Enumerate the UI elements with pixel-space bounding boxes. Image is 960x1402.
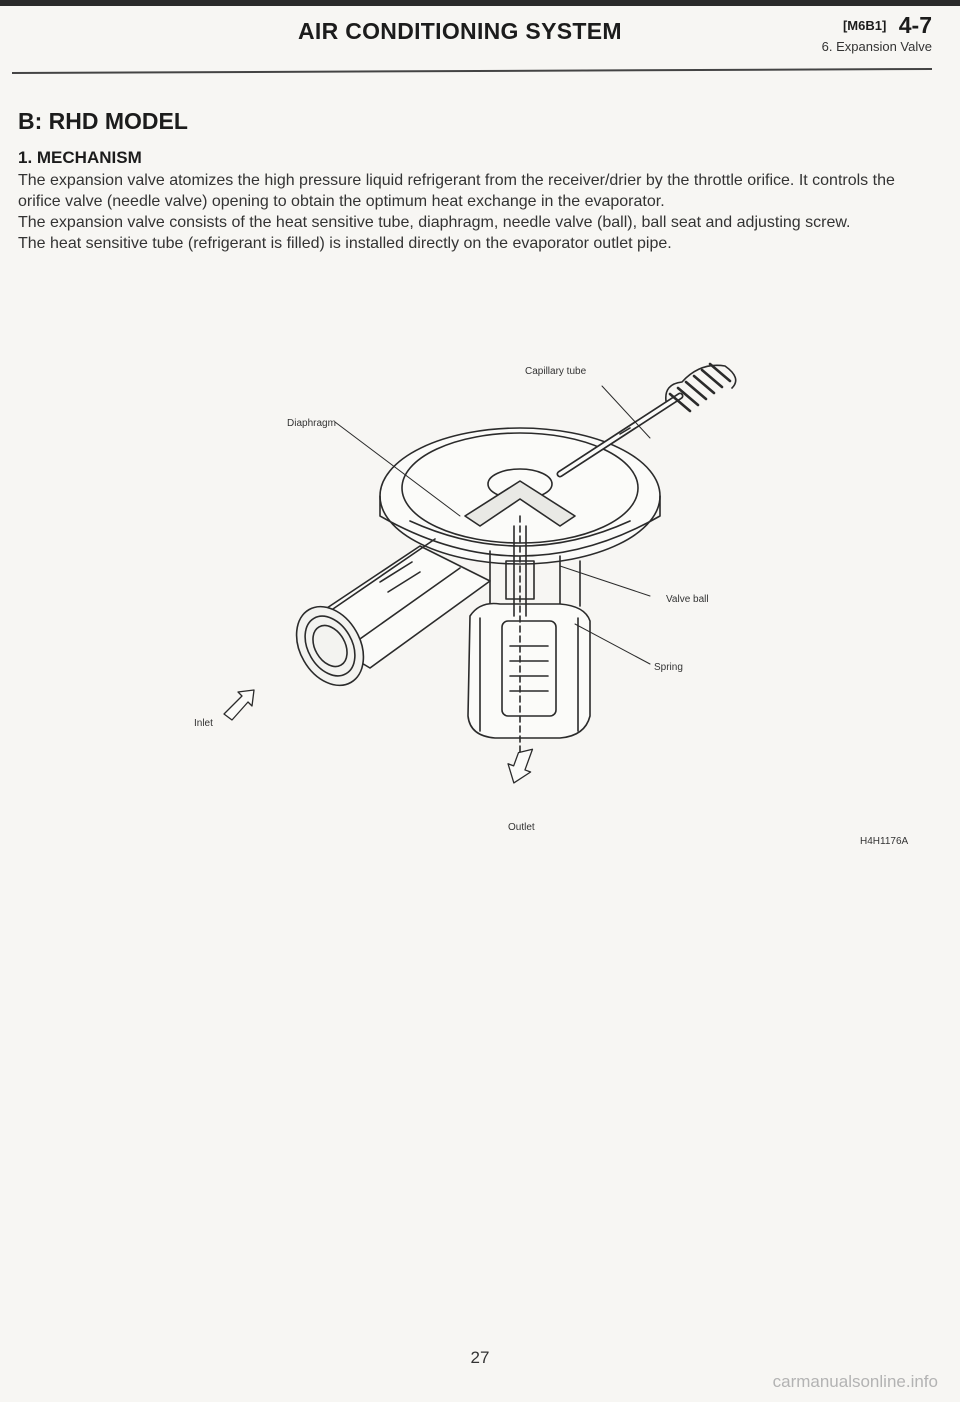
section-subtitle: 6. Expansion Valve — [821, 39, 932, 54]
label-capillary-tube: Capillary tube — [525, 366, 587, 377]
paragraph: The heat sensitive tube (refrigerant is filled) is installed directly on the evaporator outlet pipe. — [18, 235, 672, 252]
figure-id: H4H1176A — [860, 836, 909, 847]
label-diaphragm: Diaphragm — [287, 418, 336, 429]
header-right — [822, 12, 932, 54]
label-valve-ball: Valve ball — [666, 594, 709, 605]
top-band — [0, 0, 960, 6]
paragraph: The expansion valve consists of the heat sensitive tube, diaphragm, needle valve (ball), ball seat and adjusting screw. — [18, 214, 851, 231]
label-outlet: Outlet — [508, 822, 535, 833]
model-code: [M6B1] — [842, 18, 887, 33]
section-title: AIR CONDITIONING SYSTEM — [298, 18, 622, 44]
page-number: 4-7 — [898, 12, 932, 38]
expansion-valve-figure — [180, 356, 780, 846]
header-rule — [12, 68, 932, 74]
page-heading: B: RHD MODEL — [18, 108, 188, 134]
label-inlet: Inlet — [194, 718, 213, 729]
label-spring: Spring — [654, 662, 683, 673]
body-text — [18, 170, 936, 254]
paragraph: The expansion valve atomizes the high pressure liquid refrigerant from the receiver/drier by the throttle orifice. It controls the orifice valve (needle valve) opening to obtain the optimum heat exchange in the evaporator. — [18, 172, 895, 210]
page-footer-number: 27 — [470, 1348, 490, 1367]
sub-heading: 1. MECHANISM — [18, 148, 142, 167]
watermark: carmanualsonline.info — [772, 1372, 938, 1391]
